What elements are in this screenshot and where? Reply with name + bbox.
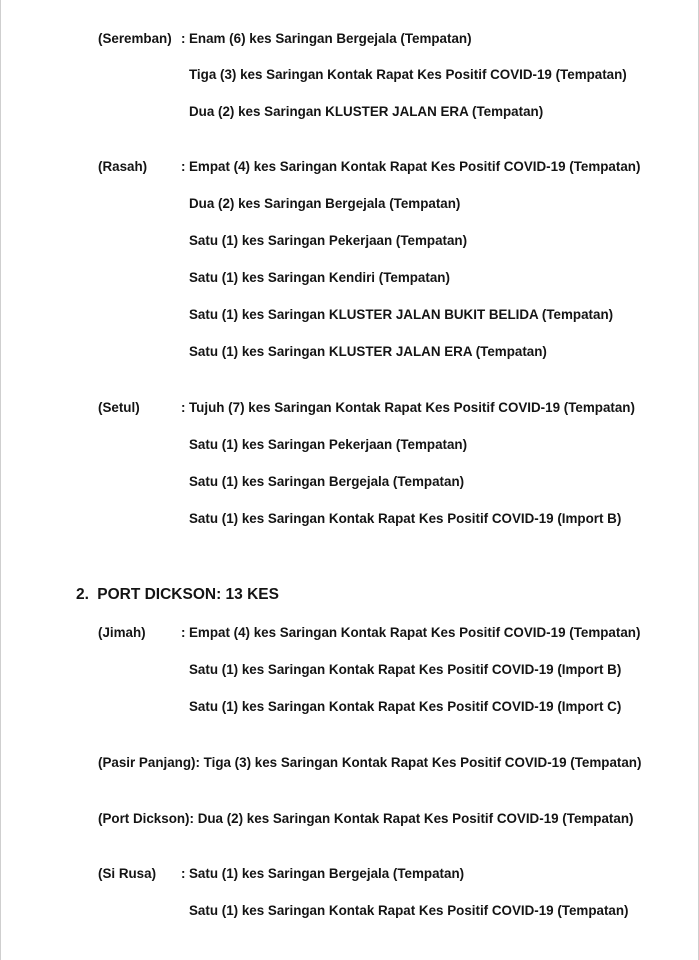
section-title: PORT DICKSON: 13 KES [97,586,279,603]
case-line: Satu (1) kes Saringan Kontak Rapat Kes Positif COVID-19 (Import B) [189,511,622,526]
colon: : [181,400,186,415]
case-line: Satu (1) kes Saringan Pekerjaan (Tempatan) [189,437,468,452]
case-line: Dua (2) kes Saringan KLUSTER JALAN ERA (Tempatan) [189,104,544,119]
area-label: (Setul) [98,400,140,415]
case-line: Satu (1) kes Saringan Pekerjaan (Tempatan) [189,233,468,248]
case-line: (Pasir Panjang): Tiga (3) kes Saringan Kontak Rapat Kes Positif COVID-19 (Tempatan) [98,755,642,770]
case-line: Satu (1) kes Saringan Kontak Rapat Kes Positif COVID-19 (Tempatan) [189,903,629,918]
case-line: Empat (4) kes Saringan Kontak Rapat Kes Positif COVID-19 (Tempatan) [189,159,641,174]
case-line: Dua (2) kes Saringan Bergejala (Tempatan) [189,196,461,211]
area-label: (Seremban) [98,31,172,46]
case-line: Satu (1) kes Saringan Kendiri (Tempatan) [189,270,450,285]
case-line: Enam (6) kes Saringan Bergejala (Tempatan) [189,31,472,46]
case-line: Satu (1) kes Saringan KLUSTER JALAN ERA (Tempatan) [189,344,547,359]
case-line: Satu (1) kes Saringan Kontak Rapat Kes Positif COVID-19 (Import C) [189,699,622,714]
case-line: Satu (1) kes Saringan Kontak Rapat Kes Positif COVID-19 (Import B) [189,662,622,677]
section-number: 2. [76,586,89,603]
area-label: (Rasah) [98,159,148,174]
case-line: Satu (1) kes Saringan Bergejala (Tempatan) [189,866,465,881]
case-line: Satu (1) kes Saringan KLUSTER JALAN BUKIT BELIDA (Tempatan) [189,307,614,322]
case-line: Tujuh (7) kes Saringan Kontak Rapat Kes Positif COVID-19 (Tempatan) [189,400,635,415]
case-line: Satu (1) kes Saringan Bergejala (Tempatan) [189,474,465,489]
case-line: Empat (4) kes Saringan Kontak Rapat Kes Positif COVID-19 (Tempatan) [189,625,641,640]
case-line: Tiga (3) kes Saringan Kontak Rapat Kes Positif COVID-19 (Tempatan) [189,67,627,82]
colon: : [181,625,186,640]
section-heading [76,586,279,604]
case-line: (Port Dickson): Dua (2) kes Saringan Kontak Rapat Kes Positif COVID-19 (Tempatan) [98,811,634,826]
area-label: (Jimah) [98,625,146,640]
colon: : [181,31,186,46]
colon: : [181,159,186,174]
colon: : [181,866,186,881]
area-label: (Si Rusa) [98,866,157,881]
